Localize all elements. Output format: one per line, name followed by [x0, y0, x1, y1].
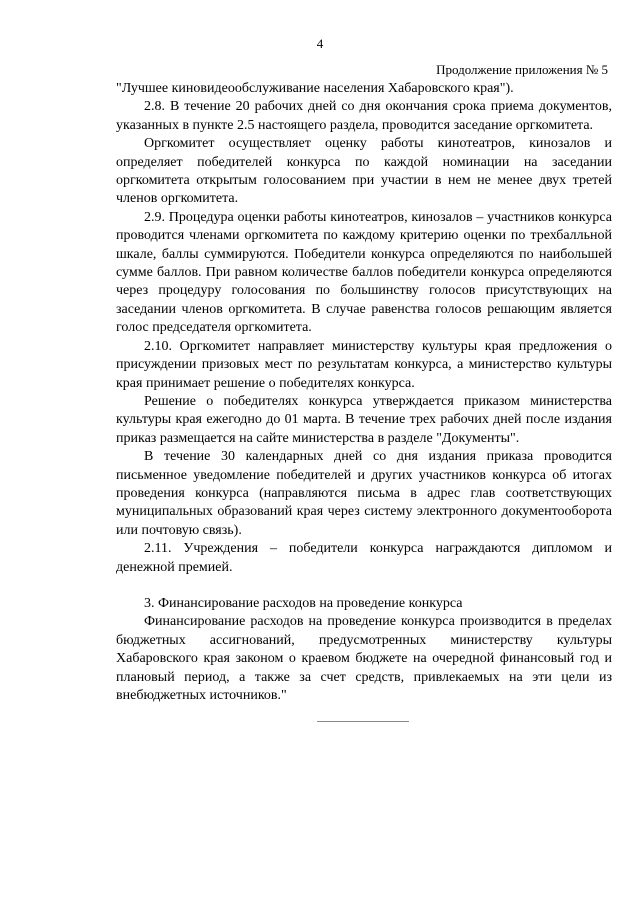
paragraph-orgcommittee-evaluation: Оргкомитет осуществляет оценку работы кинотеатров, кинозалов и определяет победителей конкурса по каждой номинации на заседании оргкомитета открытым голосованием при участии в нем не менее двух третей членов оргкомитета.	[116, 136, 612, 207]
appendix-continuation-label: Продолжение приложения № 5	[436, 62, 608, 77]
paragraph-2-10: 2.10. Оргкомитет направляет министерству культуры края предложения о присуждении призовых мест по результатам конкурса, а министерство культуры края принимает решение о победителях конкурса.	[116, 338, 612, 391]
paragraph-2-11: 2.11. Учреждения – победители конкурса награждаются дипломом и денежной премией.	[116, 541, 612, 575]
paragraph-nomination-end: "Лучшее киновидеообслуживание населения Хабаровского края").	[116, 81, 514, 96]
paragraph-notification: В течение 30 календарных дней со дня издания приказа проводится письменное уведомление победителей и других участников конкурса об итогах проведения конкурса (направляются письма в адрес глав соответствующих муниципальных образований края через систему электронного документооборота или почтовую связь).	[116, 449, 612, 538]
paragraph-winners-order: Решение о победителях конкурса утверждается приказом министерства культуры края ежегодно до 01 марта. В течение трех рабочих дней после издания приказ размещается на сайте министерства в разделе "Документы".	[116, 393, 612, 446]
end-of-document-rule	[317, 721, 409, 722]
paragraph-2-8: 2.8. В течение 20 рабочих дней со дня окончания срока приема документов, указанных в пункте 2.5 настоящего раздела, проводится заседание оргкомитета.	[116, 99, 612, 133]
document-body	[116, 80, 612, 705]
paragraph-financing: Финансирование расходов на проведение конкурса производится в пределах бюджетных ассигнований, предусмотренных министерству культуры Хабаровского края законом о краевом бюджете на очередной финансовый год и плановый период, а также за счет средств, привлекаемых на эти цели из внебюджетных источников."	[116, 614, 612, 703]
page-number: 4	[316, 36, 324, 51]
paragraph-2-9: 2.9. Процедура оценки работы кинотеатров, кинозалов – участников конкурса проводится членами оргкомитета по каждому критерию оценки по трехбалльной шкале, баллы суммируются. Победители конкурса определяются по наибольшей сумме баллов. При равном количестве баллов победители конкурса определяются через процедуру голосования по большинству голосов присутствующих на заседании членов оргкомитета. В случае равенства голосов решающим является голос председателя оргкомитета.	[116, 209, 612, 336]
section-heading-financing: 3. Финансирование расходов на проведение конкурса	[144, 595, 463, 611]
